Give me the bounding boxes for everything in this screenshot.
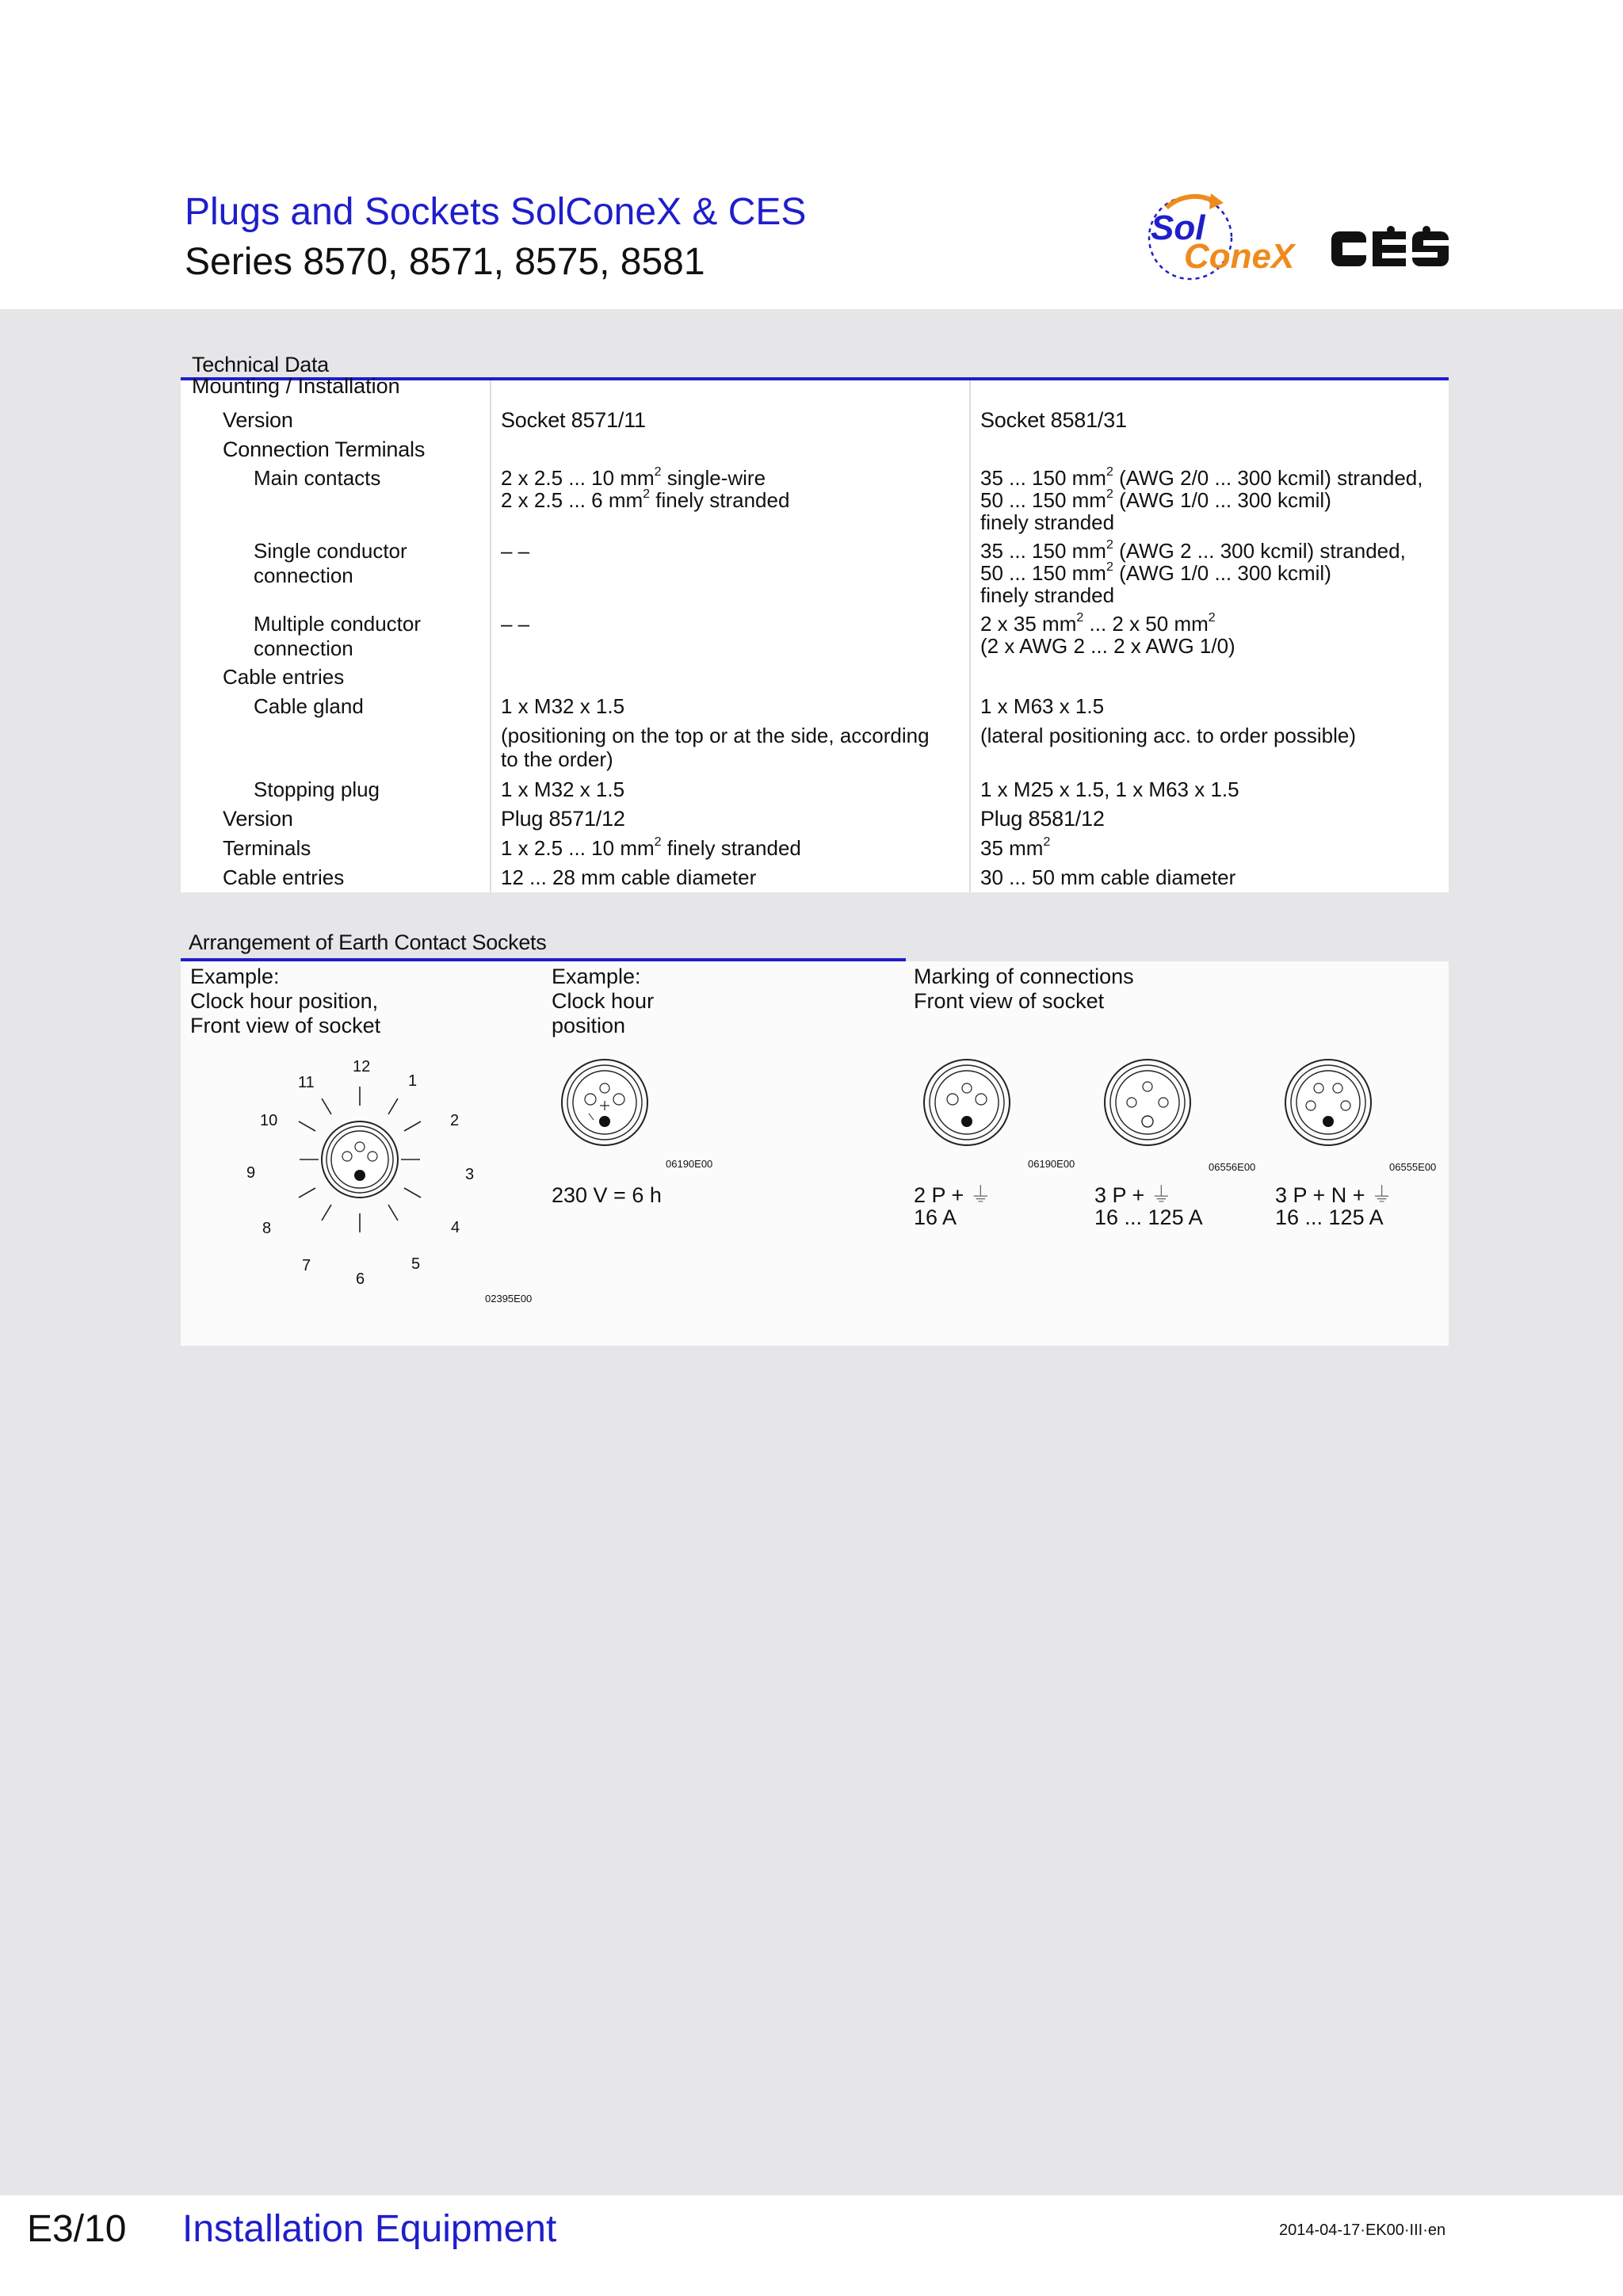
main-contacts-col1: 2 x 2.5 ... 10 $mm^2$ single-wire [501, 465, 766, 490]
terminals-col1: 1 x 2.5 ... 10 $mm^2$ finely stranded [501, 835, 801, 860]
clock-number-1: 1 [408, 1072, 418, 1090]
version-plug-col2: Plug 8581/12 [980, 807, 1105, 831]
clock-number-3: 3 [465, 1166, 475, 1183]
stopping-plug-label: Stopping plug [254, 777, 380, 801]
multiple-conductor-col2: 2 x 35 $mm^2$ ... 2 x 50 $mm^2$ [980, 611, 1216, 636]
cable-entries-plug-col1: 12 ... 28 mm cable diameter [501, 865, 757, 889]
terminals-col2: 35 $mm^2$ [980, 835, 1051, 860]
table-column-divider [490, 380, 491, 892]
cable-gland-note-col1: to the order) [501, 747, 613, 771]
socket-diagram-3p [1100, 1055, 1195, 1150]
socket-230v-caption: 230 V = 6 h [552, 1183, 662, 1207]
single-conductor-col2: 35 ... 150 $mm^2$ (AWG 2 ... 300 kcmil) stranded, [980, 538, 1406, 563]
page-title: Plugs and Sockets SolConeX & CES [185, 191, 807, 233]
single-conductor-col2: finely stranded [980, 583, 1115, 607]
clock-hour-diagram [252, 1049, 458, 1263]
clock-number-12: 12 [353, 1058, 371, 1075]
page-subtitle: Series 8570, 8571, 8575, 8581 [185, 241, 705, 283]
col2-text-line3: position [552, 1014, 626, 1037]
stopping-plug-col1: 1 x M32 x 1.5 [501, 777, 625, 801]
marking-3p-code: 06556E00 [1209, 1161, 1256, 1173]
single-conductor-label: Single conductor [254, 539, 407, 563]
arrangement-title: Arrangement of Earth Contact Sockets [189, 930, 547, 954]
footer-document-code: 2014-04-17·EK00·III·en [1279, 2222, 1446, 2239]
page-number: E3/10 [27, 2208, 127, 2250]
marking-2p-rating: 16 A [914, 1205, 957, 1229]
arrangement-panel [181, 961, 1449, 1346]
logo-conex-text: ConeX [1184, 237, 1295, 276]
version-plug-label: Version [223, 807, 293, 831]
multiple-conductor-label: Multiple conductor [254, 612, 421, 636]
terminals-label: Terminals [223, 836, 311, 860]
marking-3pn-label: 3 P + N + ⏚ [1275, 1183, 1393, 1207]
connection-terminals-label: Connection Terminals [223, 437, 426, 461]
earth-icon: ⏚ [969, 1183, 991, 1207]
col2-text-line1: Example: [552, 965, 641, 988]
mounting-installation-heading: Mounting / Installation [192, 374, 400, 398]
clock-number-8: 8 [262, 1220, 272, 1237]
ces-logo [1331, 225, 1450, 273]
cable-gland-label: Cable gland [254, 694, 364, 718]
cable-gland-note-col1: (positioning on the top or at the side, according [501, 724, 930, 747]
multiple-conductor-label: connection [254, 636, 353, 660]
multiple-conductor-col2: (2 x AWG 2 ... 2 x AWG 1/0) [980, 634, 1235, 658]
main-contacts-col1: 2 x 2.5 ... 6 $mm^2$ finely stranded [501, 487, 790, 512]
page-header [0, 0, 1623, 309]
marking-3pn-rating: 16 ... 125 A [1275, 1205, 1384, 1229]
marking-3p-rating: 16 ... 125 A [1094, 1205, 1203, 1229]
clock-number-5: 5 [411, 1255, 421, 1273]
single-conductor-col1: – – [501, 539, 530, 563]
multiple-conductor-col1: – – [501, 612, 530, 636]
cable-entries-plug-col2: 30 ... 50 mm cable diameter [980, 865, 1236, 889]
single-conductor-label: connection [254, 563, 353, 587]
marking-2p-code: 06190E00 [1028, 1158, 1075, 1170]
solconex-logo [1135, 184, 1301, 287]
version-socket-col2: Socket 8581/31 [980, 408, 1127, 432]
cable-entries-label: Cable entries [223, 665, 345, 689]
clock-number-10: 10 [260, 1112, 278, 1129]
cable-gland-col1: 1 x M32 x 1.5 [501, 694, 625, 718]
cable-entries-plug-label: Cable entries [223, 865, 345, 889]
clock-diagram-code: 02395E00 [485, 1293, 533, 1305]
clock-number-7: 7 [302, 1257, 311, 1274]
col1-text-line2: Clock hour position, [190, 989, 379, 1013]
col1-text-line1: Example: [190, 965, 280, 988]
technical-data-table [181, 374, 1449, 892]
socket-diagram-3pn [1281, 1055, 1376, 1150]
clock-number-9: 9 [246, 1164, 256, 1182]
col3-text-line1: Marking of connections [914, 965, 1134, 988]
table-column-divider [969, 380, 971, 892]
earth-icon: ⏚ [1371, 1183, 1393, 1207]
main-contacts-col2: 50 ... 150 $mm^2$ (AWG 1/0 ... 300 kcmil) [980, 487, 1331, 512]
footer-title: Installation Equipment [182, 2208, 557, 2250]
main-contacts-label: Main contacts [254, 466, 381, 490]
technical-data-title: Technical Data [192, 353, 329, 376]
socket-diagram-2p [919, 1055, 1014, 1150]
logo-sol-text: Sol [1151, 208, 1205, 247]
single-conductor-col2: 50 ... 150 $mm^2$ (AWG 1/0 ... 300 kcmil) [980, 560, 1331, 585]
clock-number-4: 4 [451, 1219, 460, 1236]
cable-gland-note-col2: (lateral positioning acc. to order possible) [980, 724, 1357, 747]
marking-2p-label: 2 P + ⏚ [914, 1183, 991, 1207]
version-socket-col1: Socket 8571/11 [501, 408, 646, 432]
version-plug-col1: Plug 8571/12 [501, 807, 625, 831]
cable-gland-col2: 1 x M63 x 1.5 [980, 694, 1105, 718]
version-label: Version [223, 408, 293, 432]
stopping-plug-col2: 1 x M25 x 1.5, 1 x M63 x 1.5 [980, 777, 1239, 801]
col3-text-line2: Front view of socket [914, 989, 1105, 1013]
main-contacts-col2: 35 ... 150 $mm^2$ (AWG 2/0 ... 300 kcmil) stranded, [980, 465, 1423, 490]
clock-number-2: 2 [450, 1112, 460, 1129]
socket-diagram-230v [557, 1055, 652, 1150]
marking-3pn-code: 06555E00 [1389, 1161, 1437, 1173]
earth-icon: ⏚ [1150, 1183, 1172, 1207]
clock-number-11: 11 [298, 1074, 315, 1091]
col2-text-line2: Clock hour [552, 989, 655, 1013]
clock-number-6: 6 [356, 1270, 365, 1288]
col1-text-line3: Front view of socket [190, 1014, 381, 1037]
socket-230v-code: 06190E00 [666, 1158, 713, 1170]
main-contacts-col2: finely stranded [980, 510, 1115, 534]
marking-3p-label: 3 P + ⏚ [1094, 1183, 1172, 1207]
